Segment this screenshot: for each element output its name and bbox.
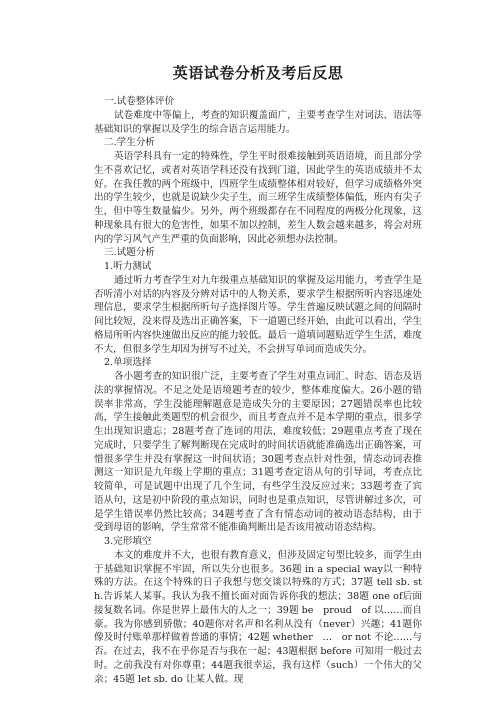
paragraph-students: 英语学科具有一定的特殊性，学生平时很难接触到英语语境，而且部分学生不喜欢记忆，或者对英语学科还没有找到门道，因此学生的英语成绩并不太好。在我任教的两个班级中，四班学生成绩整体相对较好，但学习成绩格外突出的学生较少，也就是说缺少尖子生，而三班学生成绩整体偏低，班内有尖子生，但中等生数量偏少。另外，两个班级都存在不同程度的两极分化现象，这种现象具有很大的危害性，如果不加以控制，差生人数会越来越多，将会对班内的学习风气产生严重的负面影响，因此必须想办法控制。: [94, 151, 422, 245]
section-heading-students: 二.学生分析: [104, 137, 156, 149]
paragraph-overall: 试卷难度中等偏上，考查的知识覆盖面广，主要考查学生对词法、语法等基础知识的掌握以及学生的综合语言运用能力。: [94, 109, 422, 135]
subheading-single-choice: 2.单项选择: [104, 357, 152, 369]
subheading-listening: 1.听力测试: [104, 261, 152, 272]
document-title: 英语试卷分析及考后反思: [172, 64, 344, 82]
paragraph-listening: 通过听力考查学生对九年级重点基础知识的掌握及运用能力，考查学生是否听清小对话的内容及分辨对话中的人物关系，要求学生根据所听内容迅速处理信息，要求学生根据所听句子选择图片等。学生普遍反映试题之间的间隔时间比较短，没来得及选出正确答案，下一道题已经开始，由此可以看出，学生格局所听内容快速做出反应的能力较低。最后一道填词题贴近学生生活，难度不大，但很多学生却因为拼写不过关，不会拼写单词而造成失分。: [94, 274, 422, 355]
section-heading-overall: 一.试卷整体评价: [104, 96, 175, 107]
paragraph-cloze: 本文的难度并不大，也很有教育意义，但涉及固定句型比较多，而学生由于基础知识掌握不牢固，所以失分也很多。36题 in a special way以一种特殊的方法。在这个特殊的日子我想与您交谈以特殊的方式；37题 tell sb. sth.告诉某人某事。我认为我不擅长面对面告诉你我的想法；38题 one of后面接复数名词。你是世界上最伟大的人之一；39题 be proud of 以……而自豪。我为你感到骄傲；40题你对名声和名利从没有（never）兴趣；41题你像及时付账单那样做着普通的事情；42题 whether … or not 不论……与否。在过去，我不在乎你是否与我在一起；43题根据 before 可知用一般过去时。之前我没有对你尊重；44题我很幸运，我有这样（such）一个伟大的父亲；45题 let sb. do 让某人做。现: [94, 549, 422, 685]
paragraph-single-choice: 各小题考查的知识很广泛，主要考查了学生对重点词汇、时态、语态及语法的掌握情况。不足之处是语境题考查的较少，整体难度偏大。26小题的错误率非常高，学生没能理解题意是造成失分的主要原因；27题错误率也比较高，学生接触此类题型的机会很少，而且考查点并不是本学期的重点，很多学生出现知识遗忘；28题考查了连词的用法，难度较低；29题重点考查了现在完成时，只要学生了解判断现在完成时的时间状语就能准确选出正确答案，可惜很多学生并没有掌握这一时间状语；30题考查点针对性强，情态动词表推测这一知识是九年级上学期的重点；31题考查定语从句的引导词，考查点比较简单，可是试题中出现了几个生词，有些学生没反应过来；33题考查了宾语从句，这是初中阶段的重点知识，同时也是重点知识，尽管讲解过多次，可是学生错误率仍然比较高；34题考查了含有情态动词的被动语态结构，由于受到母语的影响，学生常常不能准确判断出是否该用被动语态结构。: [94, 371, 422, 534]
section-heading-questions: 三.试题分析: [104, 247, 156, 259]
subheading-cloze: 3.完形填空: [104, 536, 152, 547]
